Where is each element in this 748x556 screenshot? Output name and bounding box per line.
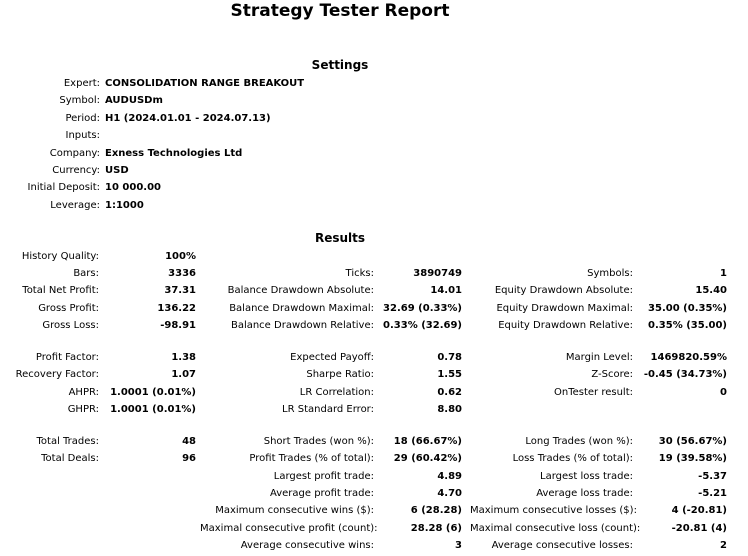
recovery-factor-label: Recovery Factor: — [15, 369, 99, 380]
balance-dd-relative-label: Balance Drawdown Relative: — [230, 320, 374, 331]
settings-heading: Settings — [311, 58, 369, 72]
settings-value: CONSOLIDATION RANGE BREAKOUT — [105, 78, 305, 89]
settings-label: Currency: — [52, 165, 100, 176]
total-net-profit-label: Total Net Profit: — [22, 285, 99, 296]
expected-payoff-label: Expected Payoff: — [290, 352, 374, 363]
results-row — [0, 248, 748, 265]
lr-correlation-label: LR Correlation: — [299, 387, 374, 398]
balance-dd-absolute-value: 14.01 — [430, 285, 462, 296]
symbols-label: Symbols: — [587, 268, 633, 279]
equity-dd-relative-value: 0.35% (35.00) — [648, 320, 727, 331]
long-trades-label: Long Trades (won %): — [525, 436, 633, 447]
settings-row-company — [0, 145, 748, 162]
settings-label: Inputs: — [65, 130, 100, 141]
sharpe-ratio-value: 1.55 — [437, 369, 462, 380]
results-row — [0, 349, 748, 366]
total-trades-value: 48 — [182, 436, 196, 447]
ontester-result-label: OnTester result: — [553, 387, 633, 398]
sharpe-ratio-label: Sharpe Ratio: — [306, 369, 374, 380]
largest-profit-trade-label: Largest profit trade: — [273, 471, 374, 482]
long-trades-value: 30 (56.67%) — [658, 436, 727, 447]
average-loss-trade-value: -5.21 — [698, 488, 727, 499]
settings-label: Initial Deposit: — [27, 182, 100, 193]
results-row — [0, 401, 748, 418]
average-loss-trade-label: Average loss trade: — [536, 488, 633, 499]
maximal-consecutive-profit-value: 28.28 (6) — [410, 523, 462, 534]
short-trades-value: 18 (66.67%) — [393, 436, 462, 447]
results-row — [0, 265, 748, 282]
z-score-label: Z-Score: — [591, 369, 633, 380]
largest-loss-trade-label: Largest loss trade: — [540, 471, 633, 482]
results-row — [0, 502, 748, 519]
profit-factor-value: 1.38 — [171, 352, 196, 363]
settings-row-inputs — [0, 127, 748, 144]
results-row — [0, 366, 748, 383]
equity-dd-maximal-value: 35.00 (0.35%) — [648, 303, 727, 314]
average-consecutive-losses-value: 2 — [720, 540, 727, 551]
settings-row-currency — [0, 162, 748, 179]
ahpr-label: AHPR: — [68, 387, 99, 398]
results-row — [0, 520, 748, 537]
settings-row-leverage — [0, 197, 748, 214]
settings-row-period — [0, 110, 748, 127]
settings-row-expert — [0, 75, 748, 92]
total-deals-label: Total Deals: — [41, 453, 99, 464]
short-trades-label: Short Trades (won %): — [263, 436, 374, 447]
largest-loss-trade-value: -5.37 — [698, 471, 727, 482]
settings-value: 10 000.00 — [105, 182, 161, 193]
maximal-consecutive-loss-label: Maximal consecutive loss (count): — [470, 523, 641, 534]
average-profit-trade-value: 4.70 — [437, 488, 462, 499]
settings-row-symbol — [0, 92, 748, 109]
results-row — [0, 384, 748, 401]
margin-level-label: Margin Level: — [565, 352, 633, 363]
history-quality-label: History Quality: — [21, 251, 99, 262]
profit-trades-value: 29 (60.42%) — [393, 453, 462, 464]
maximal-consecutive-loss-value: -20.81 (4) — [671, 523, 727, 534]
results-row — [0, 317, 748, 334]
settings-value: USD — [105, 165, 129, 176]
settings-label: Symbol: — [59, 95, 100, 106]
gross-profit-value: 136.22 — [157, 303, 196, 314]
profit-trades-label: Profit Trades (% of total): — [249, 453, 374, 464]
settings-label: Expert: — [63, 78, 100, 89]
ghpr-label: GHPR: — [67, 404, 99, 415]
settings-label: Period: — [65, 113, 100, 124]
report-title: Strategy Tester Report — [230, 1, 450, 21]
gross-loss-label: Gross Loss: — [42, 320, 99, 331]
settings-value: H1 (2024.01.01 - 2024.07.13) — [105, 113, 271, 124]
average-consecutive-wins-value: 3 — [455, 540, 462, 551]
balance-dd-maximal-value: 32.69 (0.33%) — [383, 303, 462, 314]
settings-label: Company: — [49, 148, 100, 159]
lr-correlation-value: 0.62 — [437, 387, 462, 398]
results-row — [0, 537, 748, 554]
results-row — [0, 433, 748, 450]
loss-trades-value: 19 (39.58%) — [658, 453, 727, 464]
results-row — [0, 468, 748, 485]
equity-dd-relative-label: Equity Drawdown Relative: — [498, 320, 633, 331]
equity-dd-absolute-label: Equity Drawdown Absolute: — [494, 285, 633, 296]
settings-value: Exness Technologies Ltd — [105, 148, 243, 159]
max-consecutive-losses-label: Maximum consecutive losses ($): — [470, 505, 637, 516]
average-profit-trade-label: Average profit trade: — [269, 488, 374, 499]
gross-profit-label: Gross Profit: — [38, 303, 99, 314]
ghpr-value: 1.0001 (0.01%) — [110, 404, 196, 415]
recovery-factor-value: 1.07 — [171, 369, 196, 380]
average-consecutive-wins-label: Average consecutive wins: — [240, 540, 374, 551]
balance-dd-maximal-label: Balance Drawdown Maximal: — [229, 303, 374, 314]
maximal-consecutive-profit-label: Maximal consecutive profit (count): — [200, 523, 378, 534]
balance-dd-relative-value: 0.33% (32.69) — [383, 320, 462, 331]
profit-factor-label: Profit Factor: — [35, 352, 99, 363]
settings-label: Leverage: — [50, 200, 100, 211]
margin-level-value: 1469820.59% — [650, 352, 727, 363]
ontester-result-value: 0 — [720, 387, 727, 398]
results-row — [0, 450, 748, 467]
settings-row-initial-deposit — [0, 179, 748, 196]
total-trades-label: Total Trades: — [36, 436, 99, 447]
symbols-value: 1 — [720, 268, 727, 279]
results-row — [0, 300, 748, 317]
max-consecutive-losses-value: 4 (-20.81) — [671, 505, 727, 516]
equity-dd-absolute-value: 15.40 — [695, 285, 727, 296]
equity-dd-maximal-label: Equity Drawdown Maximal: — [496, 303, 633, 314]
total-deals-value: 96 — [182, 453, 196, 464]
bars-value: 3336 — [168, 268, 196, 279]
average-consecutive-losses-label: Average consecutive losses: — [491, 540, 633, 551]
results-row — [0, 485, 748, 502]
settings-value: AUDUSDm — [105, 95, 163, 106]
max-consecutive-wins-label: Maximum consecutive wins ($): — [215, 505, 374, 516]
total-net-profit-value: 37.31 — [164, 285, 196, 296]
lr-standard-error-label: LR Standard Error: — [282, 404, 374, 415]
largest-profit-trade-value: 4.89 — [437, 471, 462, 482]
expected-payoff-value: 0.78 — [437, 352, 462, 363]
z-score-value: -0.45 (34.73%) — [643, 369, 727, 380]
ahpr-value: 1.0001 (0.01%) — [110, 387, 196, 398]
max-consecutive-wins-value: 6 (28.28) — [410, 505, 462, 516]
ticks-label: Ticks: — [345, 268, 374, 279]
lr-standard-error-value: 8.80 — [437, 404, 462, 415]
gross-loss-value: -98.91 — [160, 320, 196, 331]
balance-dd-absolute-label: Balance Drawdown Absolute: — [227, 285, 374, 296]
loss-trades-label: Loss Trades (% of total): — [512, 453, 633, 464]
results-heading: Results — [314, 231, 366, 245]
bars-label: Bars: — [73, 268, 99, 279]
history-quality-value: 100% — [165, 251, 196, 262]
results-row — [0, 282, 748, 299]
settings-value: 1:1000 — [105, 200, 144, 211]
ticks-value: 3890749 — [413, 268, 462, 279]
